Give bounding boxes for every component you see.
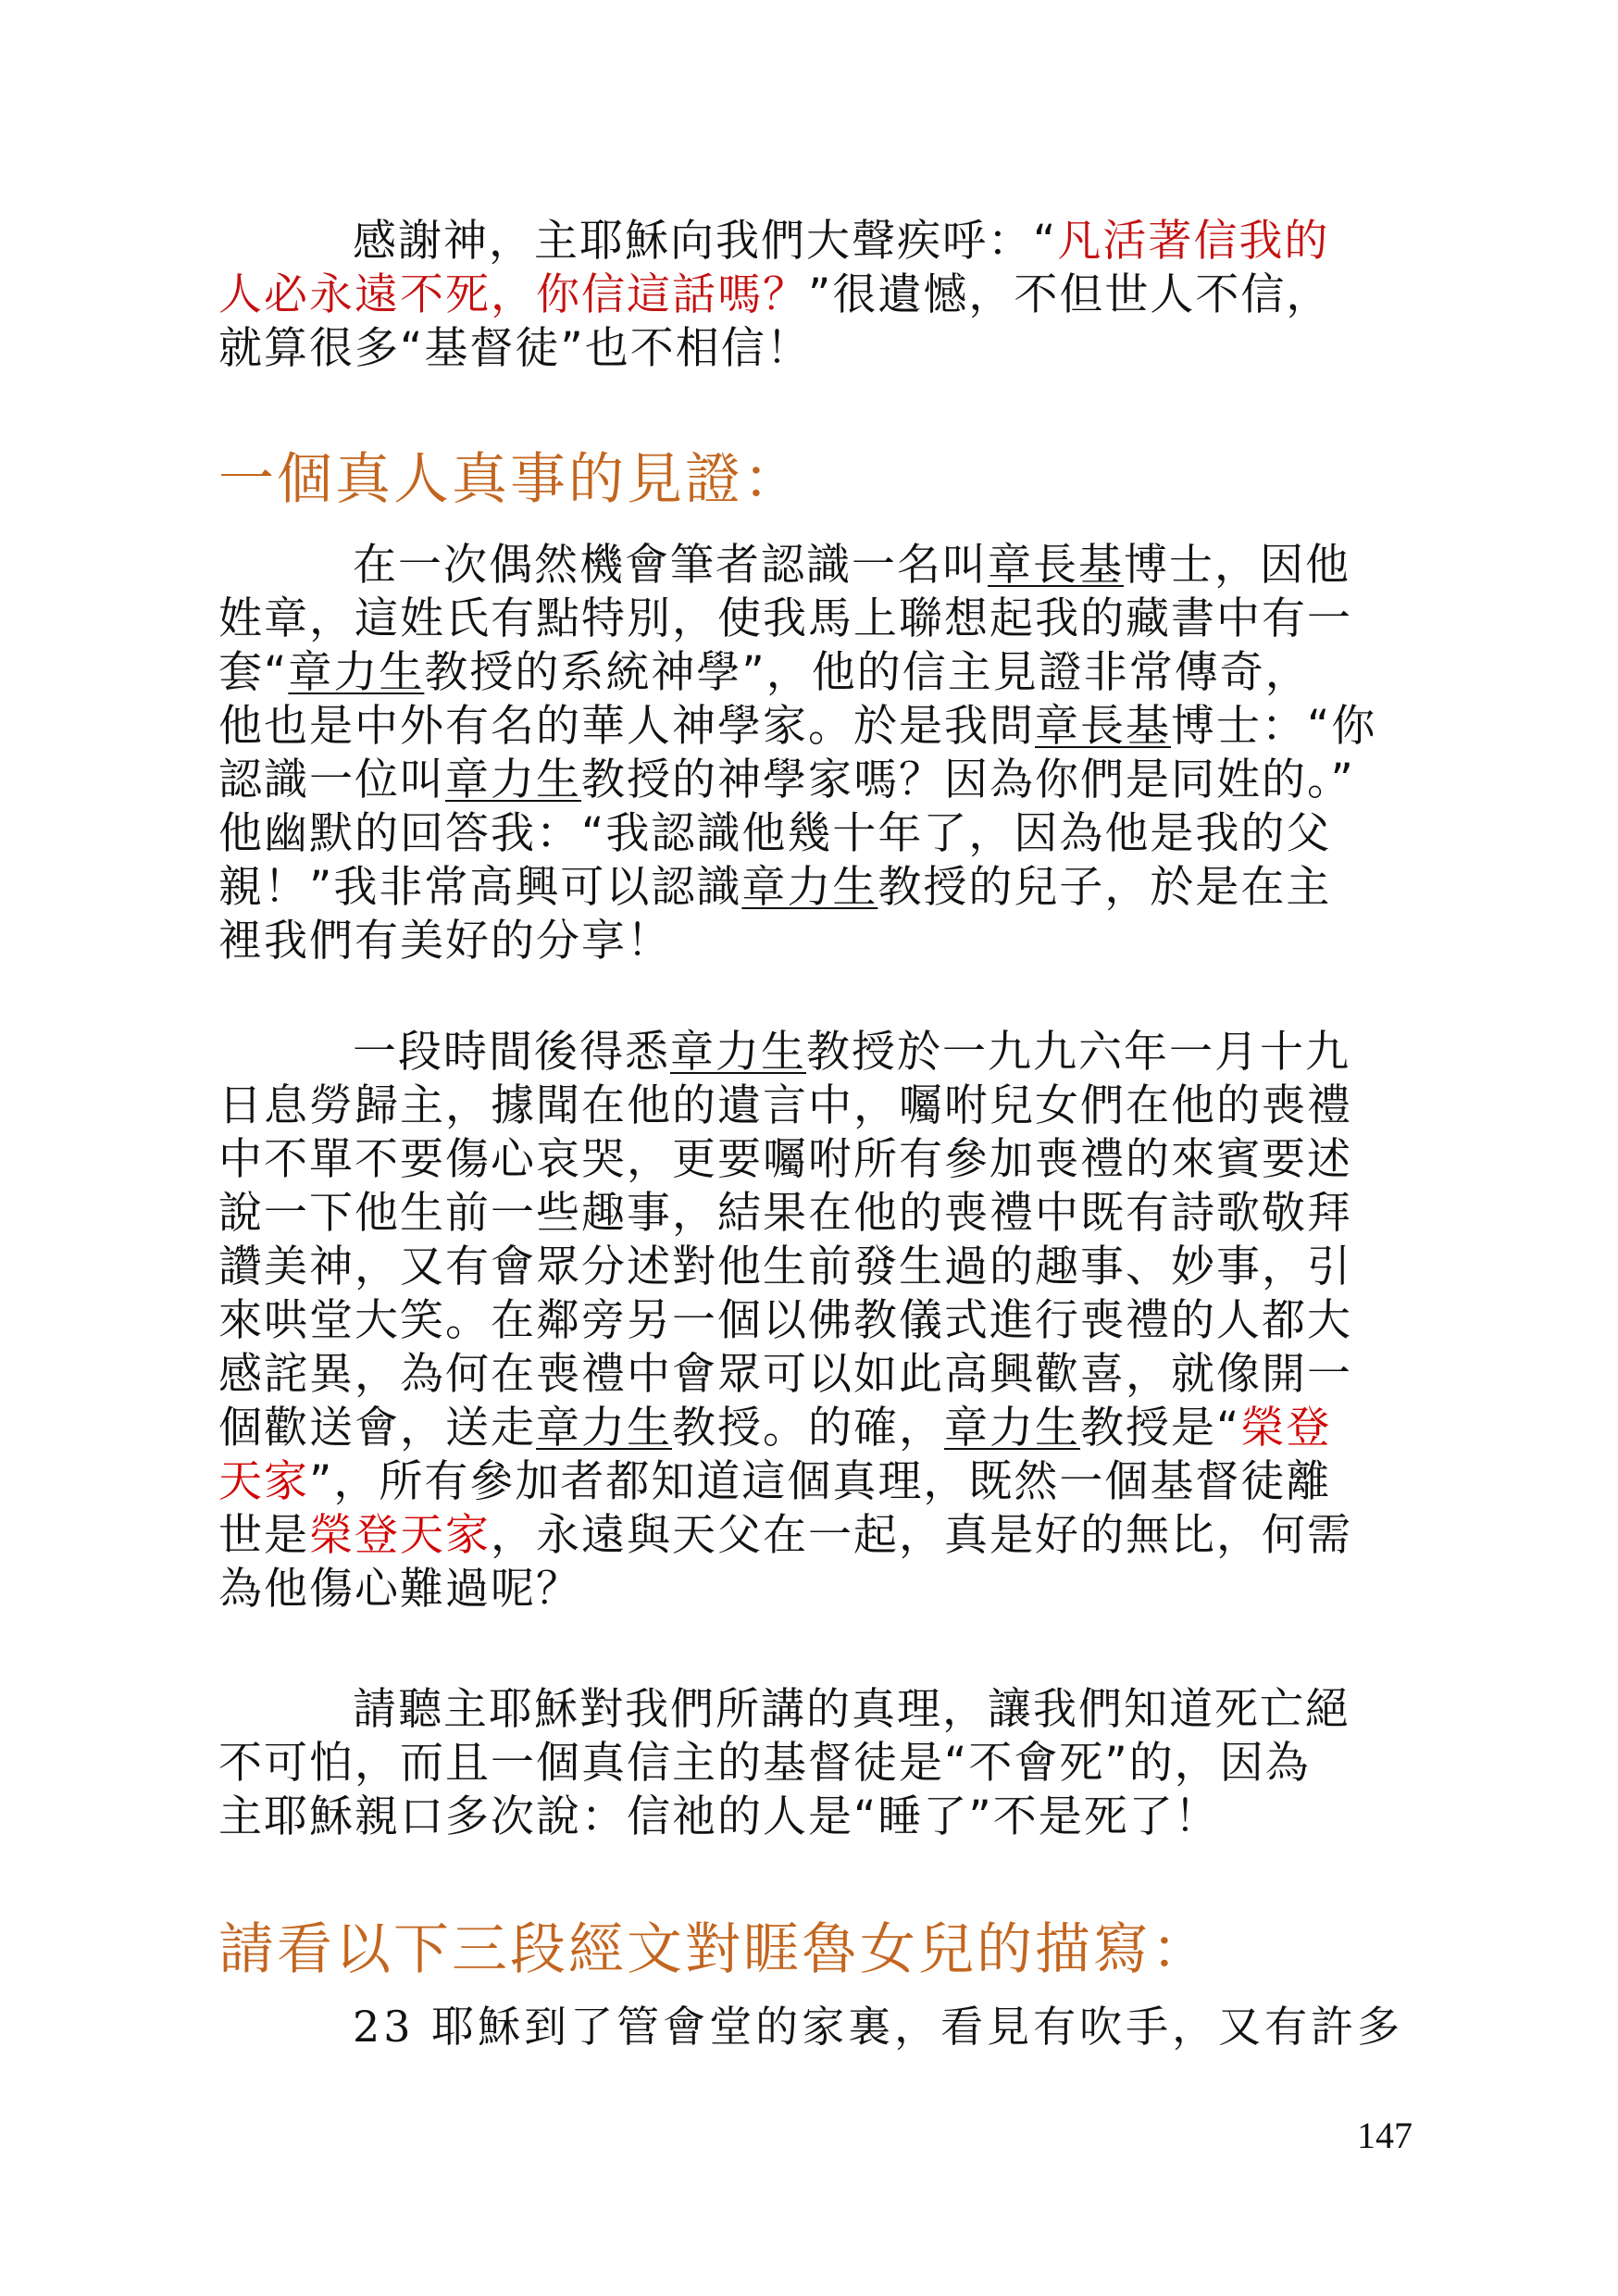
text-span: 一段時間後得悉	[353, 1027, 670, 1078]
text-span: 個歡送會，送走	[218, 1403, 536, 1454]
highlighted-text: 榮登	[1240, 1403, 1332, 1454]
text-span: 認識一位叫	[218, 755, 445, 805]
text-line	[218, 1402, 1413, 1455]
text-line	[218, 215, 1413, 268]
text-span: ”很遺憾，不但世人不信，	[808, 269, 1332, 320]
paragraph-funeral	[218, 1026, 1413, 1616]
text-span: 教授的神學家嗎？因為你們是同姓的。”	[581, 755, 1355, 805]
text-span: 他也是中外有名的華人神學家。於是我問	[218, 701, 1035, 752]
text-line	[218, 1026, 1413, 1079]
text-line: 裡我們有美好的分享！	[218, 916, 672, 967]
text-span: 感謝神，主耶穌向我們大聲疾呼：“	[353, 216, 1058, 267]
text-line	[218, 861, 1413, 915]
text-line	[218, 754, 1413, 807]
text-span: 教授的系統神學”，他的信主見證非常傳奇，	[424, 647, 1311, 698]
text-line: 中不單不要傷心哀哭，更要囑咐所有參加喪禮的來賓要述	[218, 1134, 1352, 1185]
section-heading-scripture: 請看以下三段經文對睚魯女兒的描寫：	[218, 1917, 1210, 1982]
scripture-quote: 人必永遠不死，你信這話嗎？	[218, 269, 808, 320]
text-span: 套“	[218, 647, 289, 698]
text-span: ，永遠與天父在一起，真是好的無比，何需	[491, 1510, 1352, 1561]
text-line: 他幽默的回答我：“我認識他幾十年了，因為他是我的父	[218, 808, 1332, 859]
verse-text: 23 耶穌到了管會堂的家裏，看見有吹手，又有許多	[353, 2002, 1404, 2052]
text-line: 就算很多“基督徒”也不相信！	[218, 323, 812, 374]
text-line: 日息勞歸主，據聞在他的遺言中，囑咐兒女們在他的喪禮	[218, 1080, 1352, 1131]
text-span: 親！”我非常高興可以認識	[218, 862, 742, 913]
text-span: 博士：“你	[1171, 701, 1377, 752]
text-line: 姓章，這姓氏有點特別，使我馬上聯想起我的藏書中有一	[218, 593, 1352, 644]
highlighted-text: 天家	[218, 1456, 309, 1507]
text-line: 為他傷心難過呢？	[218, 1564, 581, 1615]
text-span: 教授是“	[1080, 1403, 1241, 1454]
scripture-quote: 凡活著信我的	[1057, 216, 1330, 267]
text-line: 主耶穌親口多次說：信祂的人是“睡了”不是死了！	[218, 1791, 1220, 1842]
text-span: 世是	[218, 1510, 309, 1561]
underlined-name: 章力生	[670, 1027, 806, 1078]
underlined-name: 章力生	[536, 1403, 672, 1454]
text-line: 感詫異，為何在喪禮中會眾可以如此高興歡喜，就像開一	[218, 1349, 1352, 1400]
paragraph-intro	[218, 215, 1413, 376]
scripture-verse	[218, 2000, 1413, 2053]
text-line	[218, 1509, 1413, 1563]
text-span: 教授。的確，	[672, 1403, 944, 1454]
page-number: 147	[1357, 2115, 1413, 2156]
paragraph-testimony	[218, 539, 1413, 968]
underlined-name: 章力生	[288, 647, 425, 698]
text-line	[218, 268, 1413, 322]
text-span: ”，所有參加者都知道這個真理，既然一個基督徒離	[309, 1456, 1332, 1507]
text-line	[218, 539, 1413, 593]
text-span: 教授的兒子，於是在主	[877, 862, 1332, 913]
text-line: 不可怕，而且一個真信主的基督徒是“不會死”的，因為	[218, 1738, 1311, 1789]
text-line	[218, 700, 1413, 754]
underlined-name: 章力生	[944, 1403, 1080, 1454]
text-span: 在一次偶然機會筆者認識一名叫	[353, 540, 988, 591]
text-line: 請聽主耶穌對我們所講的真理，讓我們知道死亡絕	[353, 1684, 1350, 1735]
text-span: 博士，因他	[1124, 540, 1350, 591]
text-line: 來哄堂大笑。在鄰旁另一個以佛教儀式進行喪禮的人都大	[218, 1295, 1352, 1346]
underlined-name: 章長基	[988, 540, 1124, 591]
section-heading-testimony: 一個真人真事的見證：	[218, 447, 802, 512]
highlighted-text: 榮登天家	[309, 1510, 491, 1561]
text-line	[218, 1455, 1413, 1509]
underlined-name: 章力生	[445, 755, 581, 805]
underlined-name: 章力生	[741, 862, 878, 913]
text-line	[218, 646, 1413, 700]
paragraph-truth	[218, 1683, 1413, 1844]
underlined-name: 章長基	[1035, 701, 1171, 752]
text-line: 讚美神，又有會眾分述對他生前發生過的趣事、妙事，引	[218, 1242, 1352, 1292]
text-line: 說一下他生前一些趣事，結果在他的喪禮中既有詩歌敬拜	[218, 1188, 1352, 1239]
text-span: 教授於一九九六年一月十九	[806, 1027, 1350, 1078]
